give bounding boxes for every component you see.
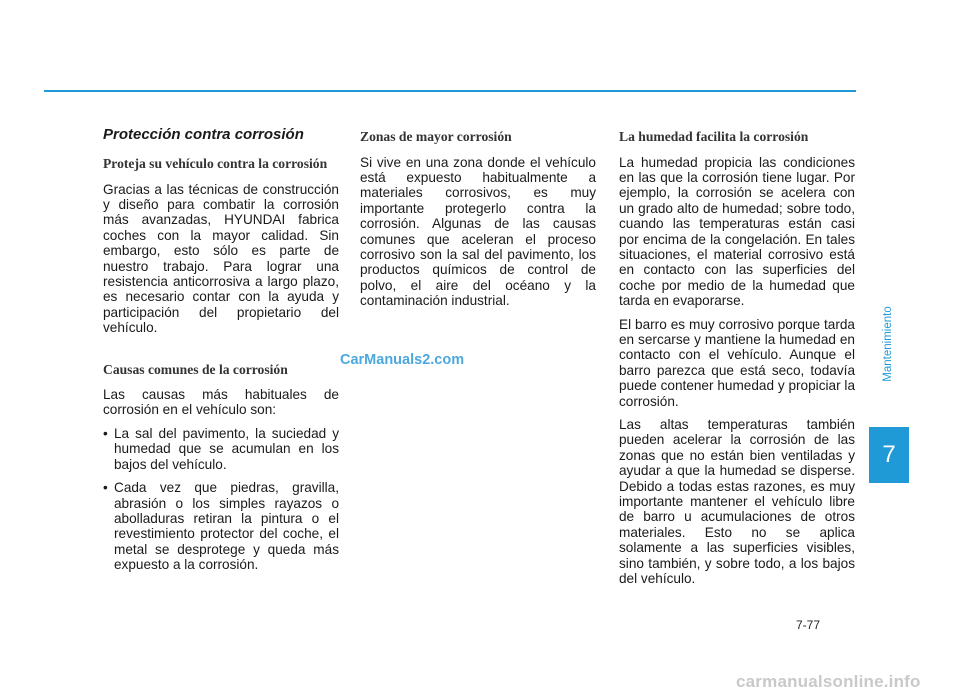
paragraph-intro: Gracias a las técnicas de construcción y diseño para combatir la corrosión más avanzadas, HYUNDAI fabrica coches con la mayor calidad. Sin embargo, esto sólo es parte de nuestro trabajo. Para lograr una resistencia anticorrosiva a largo plazo, es necesario contar con la ayuda y participación del propietario del vehículo. <box>103 181 339 336</box>
causes-list <box>103 426 339 573</box>
list-item-text: La sal del pavimento, la suciedad y humedad que se acumulan en los bajos del vehículo. <box>114 425 339 472</box>
list-item <box>103 426 339 472</box>
column-1 <box>103 122 339 581</box>
paragraph-mud: El barro es muy corrosivo porque tarda en sercarse y mantiene la humedad en contacto con el vehículo. Aunque el barro parezca que está seco, todavía puede contener humedad y propiciar la corrosión. <box>619 316 855 409</box>
footer-logo[interactable]: carmanualsonline.info <box>736 672 921 691</box>
bullet-icon: • <box>103 425 108 441</box>
subheading-causes: Causas comunes de la corrosión <box>103 361 288 377</box>
chapter-tab-label: Mantenimiento <box>882 306 894 382</box>
list-item-text: Cada vez que piedras, gravilla, abrasión o los simples rayazos o abolladuras retiran la pintura o el revestimiento protector del coche, el metal se desprotege y queda más expuesto a la corrosión. <box>114 480 339 573</box>
subheading-protect: Proteja su vehículo contra la corrosión <box>103 156 328 171</box>
paragraph-humidity: La humedad propicia las condiciones en las que la corrosión tiene lugar. Por ejemplo, la corrosión se acelera con un grado alto de humedad; sobre todo, cuando las temperaturas están casi por encima de la congelación. En tales situaciones, el material corrosivo está en contacto con las superficies del coche por medio de la humedad que tarda en evaporarse. <box>619 154 855 309</box>
subheading-humidity: La humedad facilita la corrosión <box>619 129 809 144</box>
paragraph-causes: Las causas más habituales de corrosión en el vehículo son: <box>103 387 339 418</box>
page-number: 7-77 <box>796 618 821 632</box>
section-title: Protección contra corrosión <box>103 126 304 143</box>
subheading-zones: Zonas de mayor corrosión <box>360 129 512 144</box>
paragraph-temperature: Las altas temperaturas también pueden acelerar la corrosión de las zonas que no están bien ventiladas y ayudar a que la humedad se disperse. Debido a todas estas razones, es muy importante mantener el vehículo libre de barro u acumulaciones de otros materiales. Esto no se aplica solamente a las superficies visibles, sino también, y sobre todo, a los bajos del vehículo. <box>619 417 855 587</box>
column-2 <box>360 122 596 317</box>
watermark-link[interactable]: CarManuals2.com <box>340 352 465 368</box>
chapter-tab-number: 7 <box>869 427 909 483</box>
header-rule <box>44 90 856 92</box>
paragraph-zones: Si vive en una zona donde el vehículo está expuesto habitualmente a materiales corrosivos, es muy importante protegerlo contra la corrosión. Algunas de las causas comunes que aceleran el proceso corrosivo son la sal del pavimento, los productos químicos de control de polvo, el aire del océano y la contaminación industrial. <box>360 154 596 309</box>
list-item <box>103 480 339 572</box>
column-3 <box>619 122 855 594</box>
bullet-icon: • <box>103 480 108 496</box>
